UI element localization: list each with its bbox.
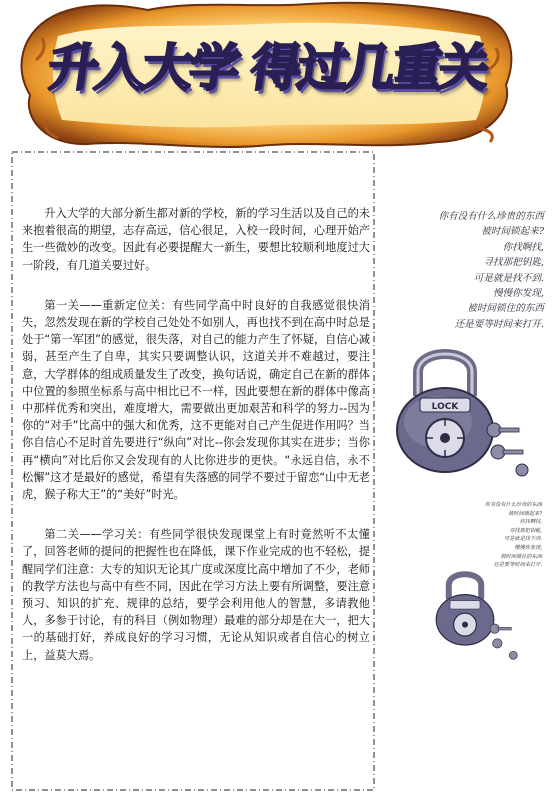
note-line: 你有没有什么珍贵的东西	[438, 211, 544, 222]
note-line: 你有没有什么珍贵的东西	[484, 502, 542, 508]
lock-label: LOCK	[431, 402, 459, 412]
note-line: 你找啊找,	[519, 519, 542, 526]
side-note-small	[485, 501, 542, 570]
note-line: 被时间锁住的东西	[500, 553, 542, 560]
note-line: 被时间锁起来?	[508, 510, 542, 517]
small-keys-icon	[488, 622, 528, 662]
title-banner	[18, 0, 518, 150]
note-line: 寻找那把钥匙,	[509, 527, 542, 534]
second-pass-paragraph: 第二关——学习关：有些同学很快发现课堂上有时竟然听不太懂了，回答老师的提问的把握性也在降低，课下作业完成的也不轻松，提醒同学们注意：大专的知识无论其广度或深度比高中增加了不少，老师的教学方法也与高中有些不同，因此在学习方法上要有所调整，要注意预习、知识的扩充、规律的总结，要学会利用他人的智慧，多请教他人，多参于讨论，有的科目（例如物理）最难的部分却是在大一，把大一的基础打好，养成良好的学习习惯，无论从知识或者自信心的树立上，益莫大焉。	[22, 528, 370, 662]
note-line: 你找啊找,	[502, 241, 544, 253]
note-line: 被时间锁起来?	[481, 226, 544, 238]
note-line: 还是要等时间来打开.	[454, 318, 544, 330]
note-line: 被时间锁住的东西	[467, 303, 544, 315]
note-line: 慢慢你发现,	[514, 544, 542, 551]
first-pass-paragraph: 第一关——重新定位关：有些同学高中时良好的自我感觉很快消失，忽然发现在新的学校自己处处不如别人，再也找不到在高中时总是处于“第一军团”的感觉，很失落，对自己的能力产生了怀疑，自信心减弱，甚至产生了自卑，其实只要调整认识，这道关并不难越过，要注意，大学群体的组成质量发生了改变，换句话说，确定自己在新的群体中位置的参照坐标系与高中相比已不一样，因此要想在新的群体中像高中那样优秀和突出，难度增大，需要做出更加艰苦和科学的努力--因为你的“对手”比高中的强大和优秀，这不更能对自己产生促进作用吗？当你自信心不足时首先要进行“纵向”对比--你会发现你其实在进步；当你再“横向”对比后你又会发现有的人比你进步的更快。“永远自信，永不松懈”这才是最好的感觉，希望有失落感的同学不要过于留恋“山中无老虎，猴子称大王”的“美好”时光。	[22, 298, 370, 502]
note-line: 慢慢你发现,	[492, 288, 544, 300]
page-title: 升入大学 得过几重关	[44, 39, 491, 97]
note-line: 寻找那把钥匙,	[483, 257, 544, 269]
note-line: 可是就是找不到.	[504, 536, 542, 543]
intro-paragraph: 升入大学的大部分新生都对新的学校，新的学习生活以及自己的未来抱着很高的期望，志存高远，信心很足，入校一段时间，心理开始产生一些微妙的改变。因此有必要提醒大一新生，要想比较顺利地度过大一阶段，有几道关要过好。	[22, 207, 370, 272]
note-line: 可是就是找不到.	[473, 272, 544, 284]
keys-icon	[484, 420, 544, 480]
article-body	[22, 205, 370, 687]
side-note-large	[438, 209, 544, 332]
note-line: 还是要等时间来打开.	[493, 562, 542, 569]
